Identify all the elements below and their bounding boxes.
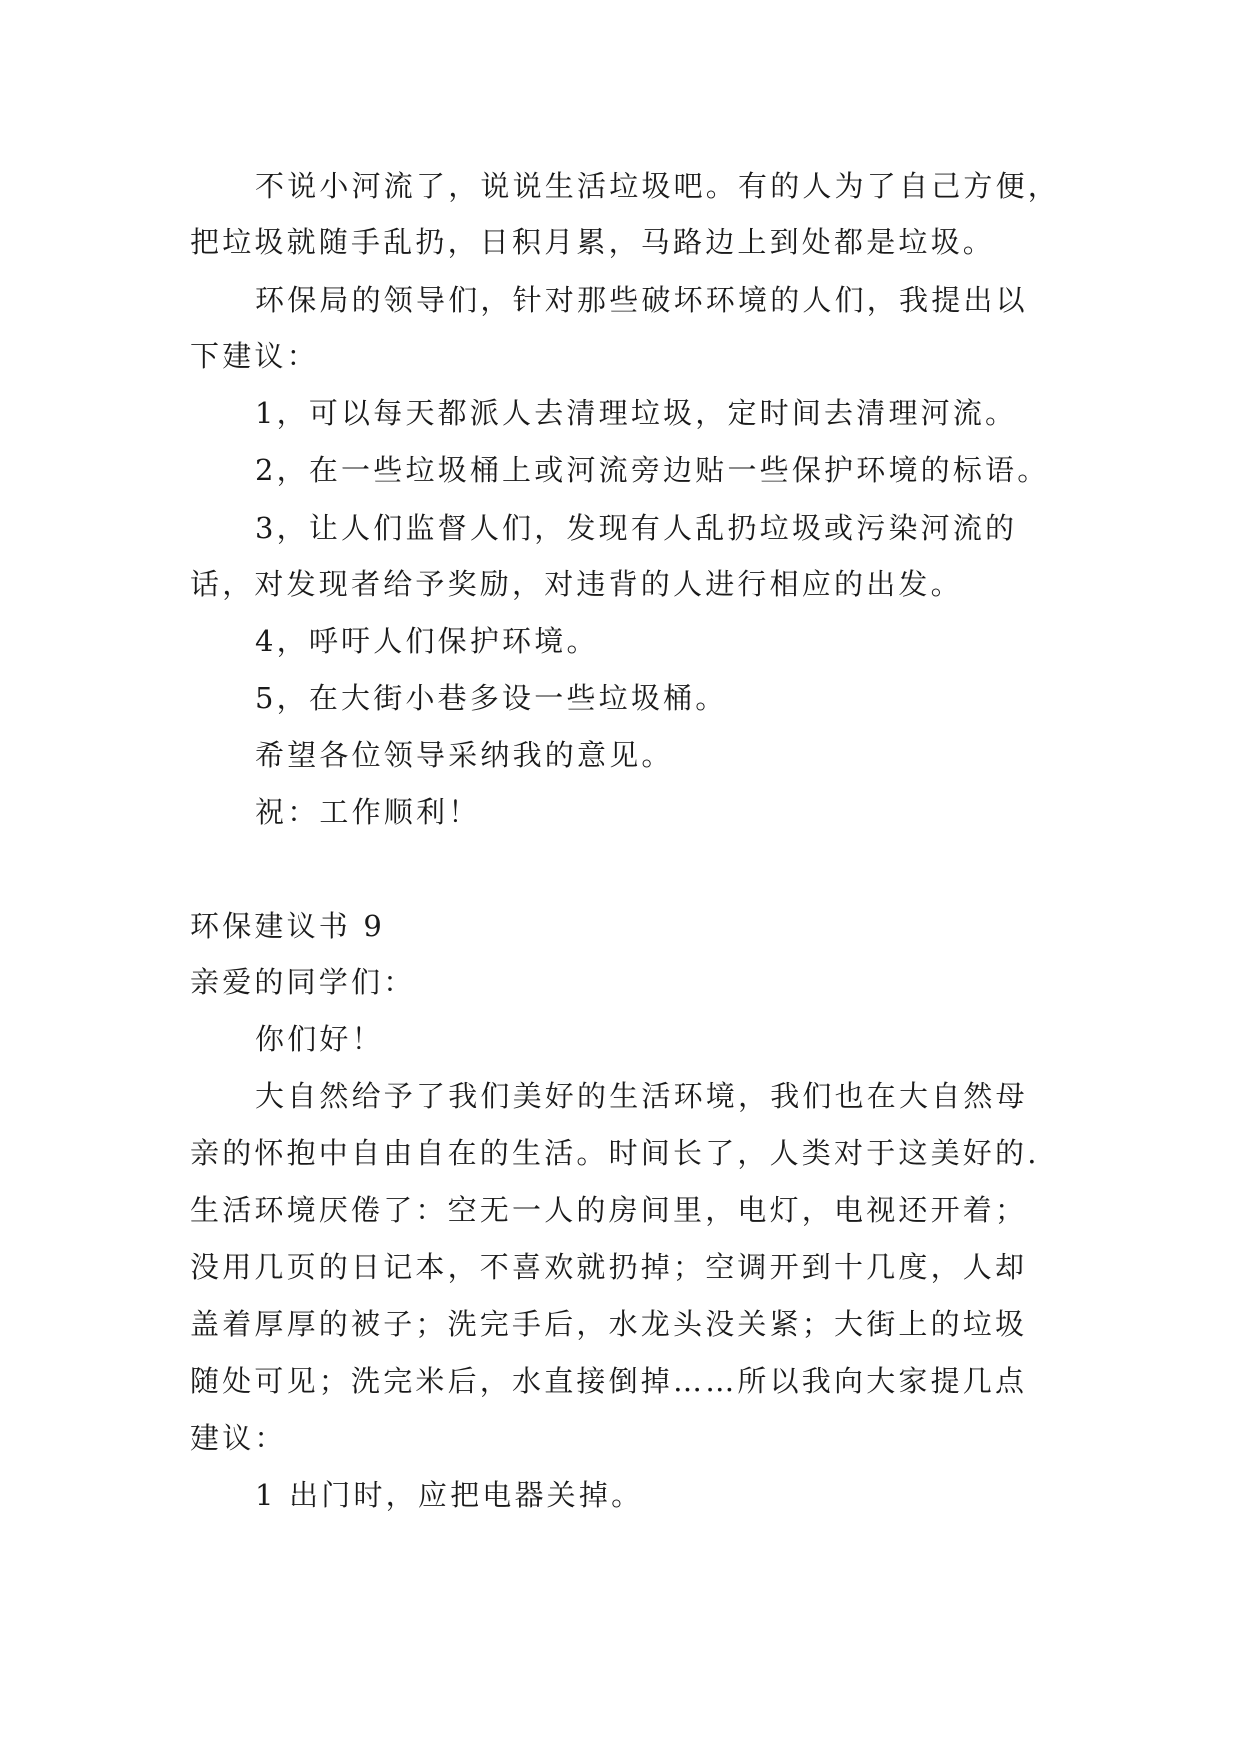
- list-item: 1，可以每天都派人去清理垃圾，定时间去清理河流。: [255, 396, 1018, 430]
- section-title: 环保建议书 9: [190, 909, 386, 943]
- salutation: 亲爱的同学们：: [190, 965, 416, 999]
- closing-line: 祝：工作顺利！: [255, 795, 481, 829]
- paragraph-line: 生活环境厌倦了：空无一人的房间里，电灯，电视还开着；: [190, 1193, 1028, 1227]
- paragraph-line: 没用几页的日记本，不喜欢就扔掉；空调开到十几度，人却: [190, 1250, 1028, 1284]
- paragraph-line: 把垃圾就随手乱扔，日积月累，马路边上到处都是垃圾。: [190, 225, 996, 259]
- paragraph-line: 建议：: [190, 1421, 287, 1455]
- list-item: 2，在一些垃圾桶上或河流旁边贴一些保护环境的标语。: [255, 453, 1050, 487]
- greeting: 你们好！: [255, 1022, 384, 1056]
- paragraph-line: 不说小河流了，说说生活垃圾吧。有的人为了自己方便，: [255, 169, 1061, 203]
- list-item: 4，呼吁人们保护环境。: [255, 624, 599, 658]
- list-item: 3，让人们监督人们，发现有人乱扔垃圾或污染河流的: [255, 511, 1018, 545]
- list-item: 5，在大街小巷多设一些垃圾桶。: [255, 681, 728, 715]
- paragraph-line: 环保局的领导们，针对那些破坏环境的人们，我提出以: [255, 283, 1028, 317]
- list-item: 1 出门时，应把电器关掉。: [255, 1478, 644, 1512]
- paragraph-line: 随处可见；洗完米后，水直接倒掉……所以我向大家提几点: [190, 1364, 1028, 1398]
- paragraph-line: 下建议：: [190, 339, 319, 373]
- paragraph-line: 亲的怀抱中自由自在的生活。时间长了，人类对于这美好的.: [190, 1136, 1040, 1170]
- paragraph-line: 希望各位领导采纳我的意见。: [255, 738, 674, 772]
- list-item-continuation: 话，对发现者给予奖励，对违背的人进行相应的出发。: [190, 567, 963, 601]
- paragraph-line: 大自然给予了我们美好的生活环境，我们也在大自然母: [255, 1079, 1028, 1113]
- paragraph-line: 盖着厚厚的被子；洗完手后，水龙头没关紧；大街上的垃圾: [190, 1307, 1028, 1341]
